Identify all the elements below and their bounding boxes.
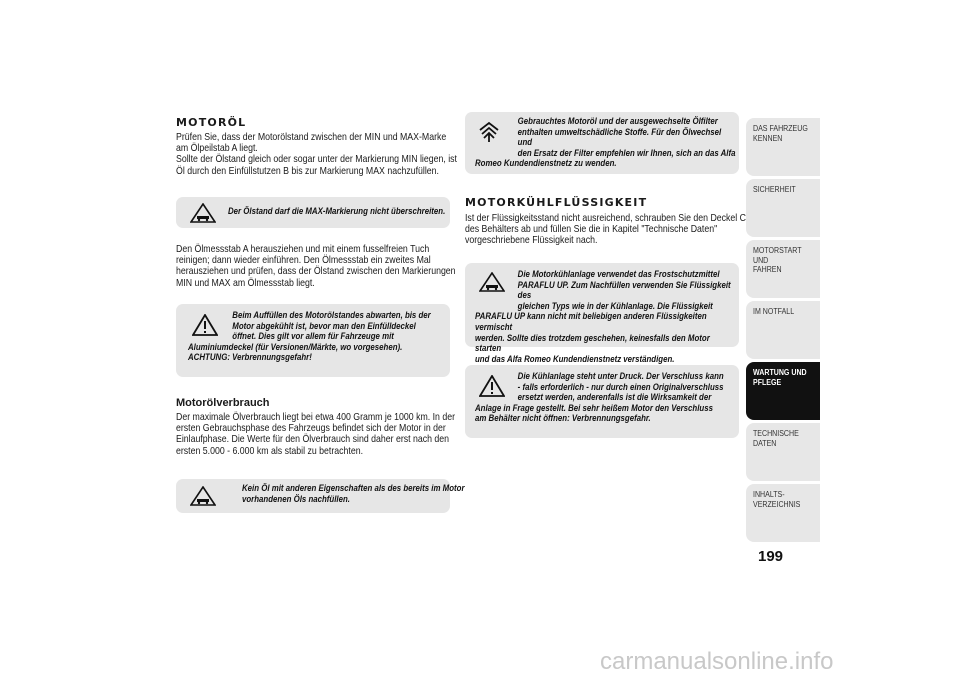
env-line: enthalten umweltschädliche Stoffe. Für den Ölwechsel und [517,126,722,149]
note-text-max: Der Ölstand darf die MAX-Markierung nicht überschreiten. [228,206,446,217]
note-line: Die Motorkühlanlage verwendet das Frostschutzmittel [517,269,720,280]
paragraph-1: Prüfen Sie, dass der Motorölstand zwischen der MIN und MAX-Marke am Ölpeilstab A liegt. [176,132,447,155]
note-line: PARAFLU UP kann nicht mit beliebigen anderen Flüssigkeiten vermischt [475,311,707,333]
tab-im-notfall[interactable] [746,301,820,359]
car-caution-icon [190,203,216,223]
warning-box-oil [176,304,450,377]
note-line: PARAFLU UP. Zum Nachfüllen verwenden Sie Flüssigkeit des [517,279,731,302]
warning-text-coolant [475,372,737,425]
tab-label: DAS FAHRZEUG KENNEN [753,123,808,143]
note-line: gleichen Typs wie in der Kühlanlage. Die Flüssigkeit [517,300,713,312]
warn-line: Aluminiumdeckel (für Versionen/Märkte, wo vorgesehen). [188,341,403,353]
left-column-3 [176,397,506,457]
note-text-coolant [475,270,737,365]
tab-sicherheit[interactable] [746,179,820,237]
warn-line: Die Kühlanlage steht unter Druck. Der Verschluss kann [517,371,724,382]
warning-box-coolant [465,365,739,438]
note-line: und das Alfa Romeo Kundendienstnetz verständigen. [475,353,675,365]
environment-box [465,112,739,174]
warn-line: Anlage in Frage gestellt. Bei sehr heißem Motor den Verschluss [475,402,713,414]
env-line: Gebrauchtes Motoröl und der ausgewechselte Ölfilter [517,116,718,127]
tab-label: IM NOTFALL [753,306,795,316]
watermark: carmanualsonline.info [600,648,834,675]
left-column-2 [176,244,506,289]
note-line: Kein Öl mit anderen Eigenschaften als des bereits im Motor [242,483,465,494]
note-line: vorhandenen Öls nachfüllen. [242,493,350,505]
tab-label: MOTORSTART UND FAHREN [753,245,802,275]
heading-coolant: MOTORKÜHLFLÜSSIGKEIT [465,196,648,209]
paragraph-3: Den Ölmessstab A herausziehen und mit einem fusselfreien Tuch reinigen; dann wieder einführen. Den Ölmessstab ein zweites Mal herausziehen und prüfen, dass der Ölstand zwischen den Markierungen MIN und MAX am Ölmessstab liegt. [176,244,456,289]
heading-motoroel: MOTORÖL [176,116,247,129]
tab-label: INHALTS- VERZEICHNIS [753,489,801,509]
tab-das-fahrzeug-kennen[interactable] [746,118,820,176]
subheading-consumption: Motorölverbrauch [176,397,270,409]
env-line: den Ersatz der Filter empfehlen wir Ihnen, sich an das Alfa [517,147,736,159]
warn-line: ACHTUNG: Verbrennungsgefahr! [188,352,312,364]
car-caution-icon [190,486,216,506]
warn-line: ersetzt werden, anderenfalls ist die Wirksamkeit der [517,392,712,404]
page-number: 199 [758,548,784,565]
warn-line: Beim Auffüllen des Motorölstandes abwarten, bis der [232,310,431,321]
tab-motorstart-und-fahren[interactable] [746,240,820,298]
tab-wartung-und-pflege[interactable] [746,362,820,420]
coolant-paragraph: Ist der Flüssigkeitsstand nicht ausreichend, schrauben Sie den Deckel C des Behälters ab und füllen Sie die in Kapitel "Technische Daten" vorgeschriebene Flüssigkeit nach. [465,213,747,247]
note-box-max [176,197,450,228]
warn-line: Motor abgekühlt ist, bevor man den Einfülldeckel [232,320,416,332]
note-box-oil-type [176,479,465,513]
tab-inhaltsverzeichnis[interactable] [746,484,820,542]
note-line: werden. Sollte dies trotzdem geschehen, keinesfalls den Motor starten [475,332,710,355]
note-box-coolant [465,263,739,365]
note-text-oil-type [242,484,488,505]
paragraph-2: Sollte der Ölstand gleich oder sogar unter der Markierung MIN liegen, ist Öl durch den Einfüllstutzen B bis zur Markierung MAX nachzufüllen. [176,154,457,177]
warning-text-oil [188,311,450,364]
warn-line: öffnet. Dies gilt vor allem für Fahrzeuge mit [232,331,394,343]
tab-label: SICHERHEIT [753,184,796,194]
tab-label: WARTUNG UND PFLEGE [753,367,807,387]
warn-line: - falls erforderlich - nur durch einen Originalverschluss [517,381,724,393]
warn-line: am Behälter nicht öffnen: Verbrennungsgefahr. [475,413,651,425]
paragraph-4: Der maximale Ölverbrauch liegt bei etwa 400 Gramm je 1000 km. In der ersten Gebrauchsphase des Fahrzeugs befindet sich der Motor in der Einlaufphase. Die Werte für den Ölverbrauch sind daher erst nach den ersten 5.000 - 6.000 km als stabil zu betrachten. [176,412,456,457]
tab-technische-daten[interactable] [746,423,820,481]
environment-text [475,117,737,170]
tab-label: TECHNISCHE DATEN [753,428,799,448]
left-column [176,116,506,177]
env-line: Romeo Kundendienstnetz zu wenden. [475,158,617,170]
